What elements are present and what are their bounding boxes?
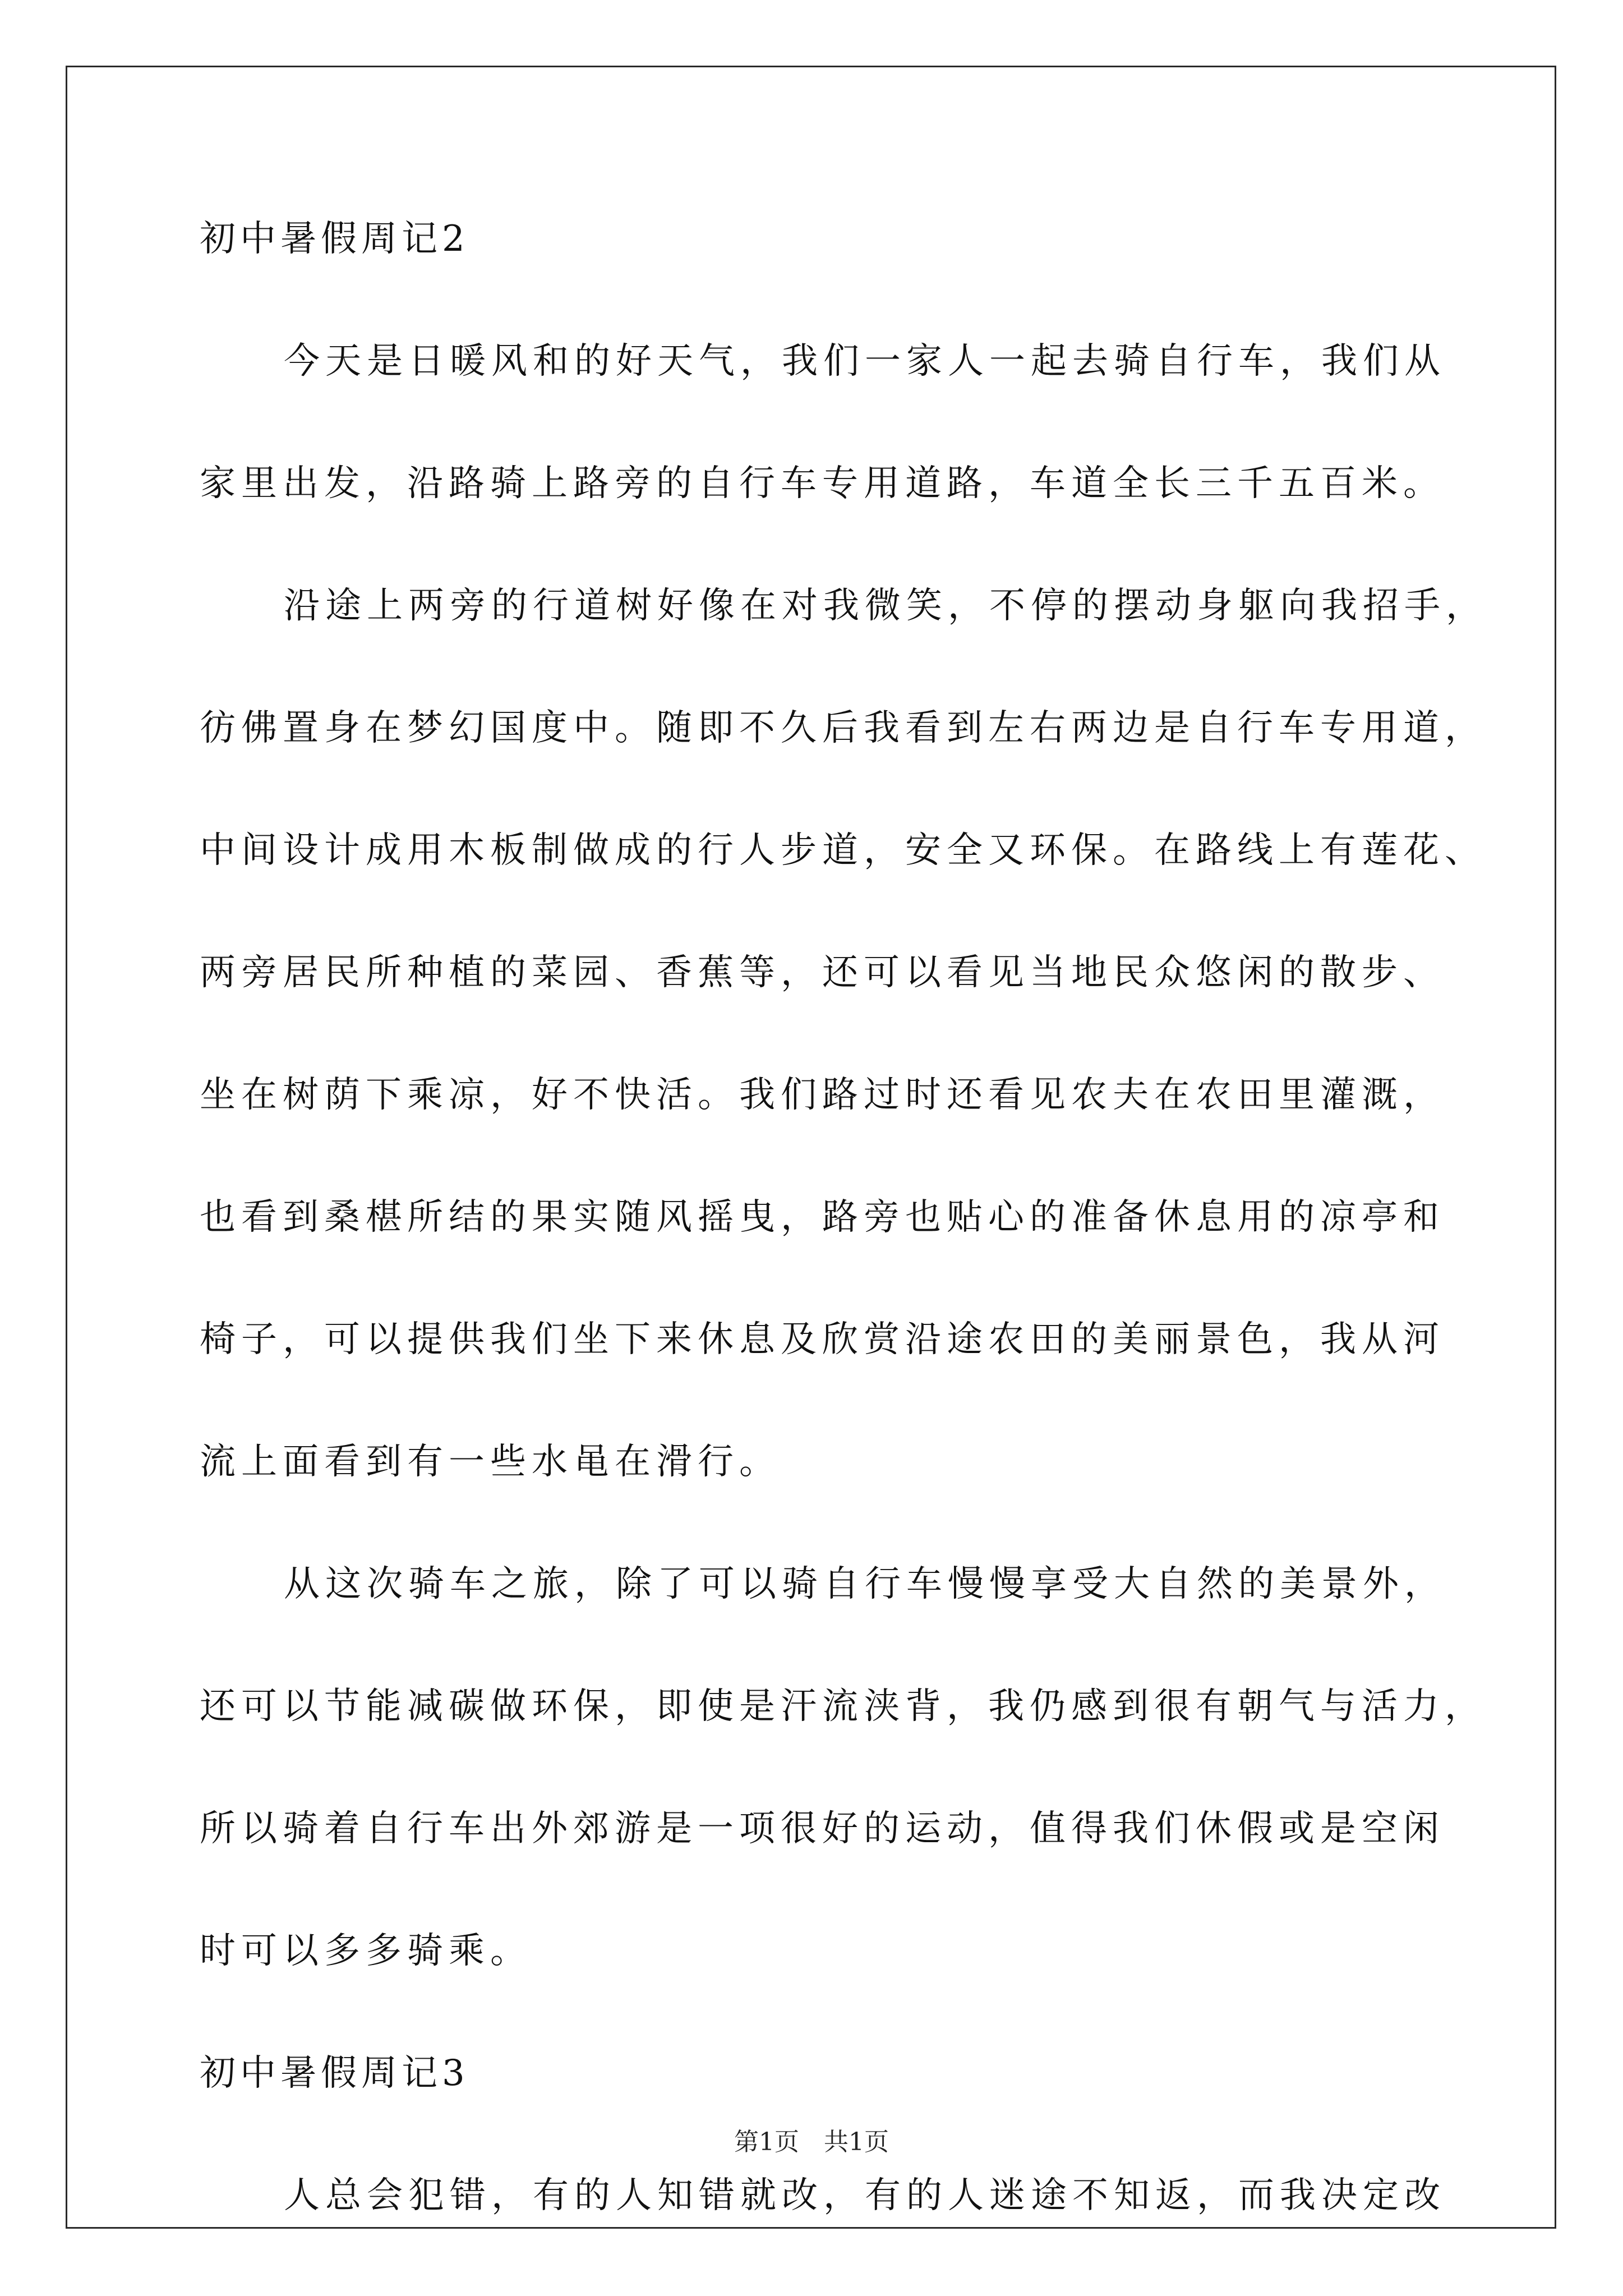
paragraph-line: 今天是日暖风和的好天气，我们一家人一起去骑自行车，我们从 (284, 341, 1446, 382)
paragraph-line: 椅子，可以提供我们坐下来休息及欣赏沿途农田的美丽景色，我从河 (200, 1319, 1445, 1360)
paragraph-line: 中间设计成用木板制做成的行人步道，安全又环保。在路线上有莲花、 (200, 830, 1486, 871)
paragraph-line: 也看到桑椹所结的果实随风摇曳，路旁也贴心的准备休息用的凉亭和 (200, 1197, 1445, 1238)
paragraph-line: 沿途上两旁的行道树好像在对我微笑，不停的摆动身躯向我招手， (284, 585, 1487, 627)
paragraph-line: 流上面看到有一些水黾在滑行。 (200, 1441, 781, 1483)
paragraph-line: 家里出发，沿路骑上路旁的自行车专用道路，车道全长三千五百米。 (200, 463, 1445, 504)
paragraph-line: 所以骑着自行车出外郊游是一项很好的运动，值得我们休假或是空闲 (200, 1808, 1445, 1849)
paragraph-line: 从这次骑车之旅，除了可以骑自行车慢慢享受大自然的美景外， (284, 1563, 1446, 1605)
paragraph-line: 彷佛置身在梦幻国度中。随即不久后我看到左右两边是自行车专用道， (200, 707, 1486, 749)
paragraph-line: 时可以多多骑乘。 (200, 1930, 532, 1972)
paragraph-line: 还可以节能减碳做环保，即使是汗流浃背，我仍感到很有朝气与活力， (200, 1686, 1486, 1727)
page-footer: 第1页 共1页 (734, 2128, 889, 2156)
paragraph-line: 两旁居民所种植的菜园、香蕉等，还可以看见当地民众悠闲的散步、 (200, 952, 1445, 993)
paragraph-line: 坐在树荫下乘凉，好不快活。我们路过时还看见农夫在农田里灌溉， (200, 1074, 1445, 1116)
page-border (66, 66, 1556, 2229)
section-heading: 初中暑假周记2 (200, 218, 469, 260)
section-heading: 初中暑假周记3 (200, 2053, 469, 2094)
paragraph-line: 人总会犯错，有的人知错就改，有的人迷途不知返，而我决定改 (284, 2175, 1446, 2216)
